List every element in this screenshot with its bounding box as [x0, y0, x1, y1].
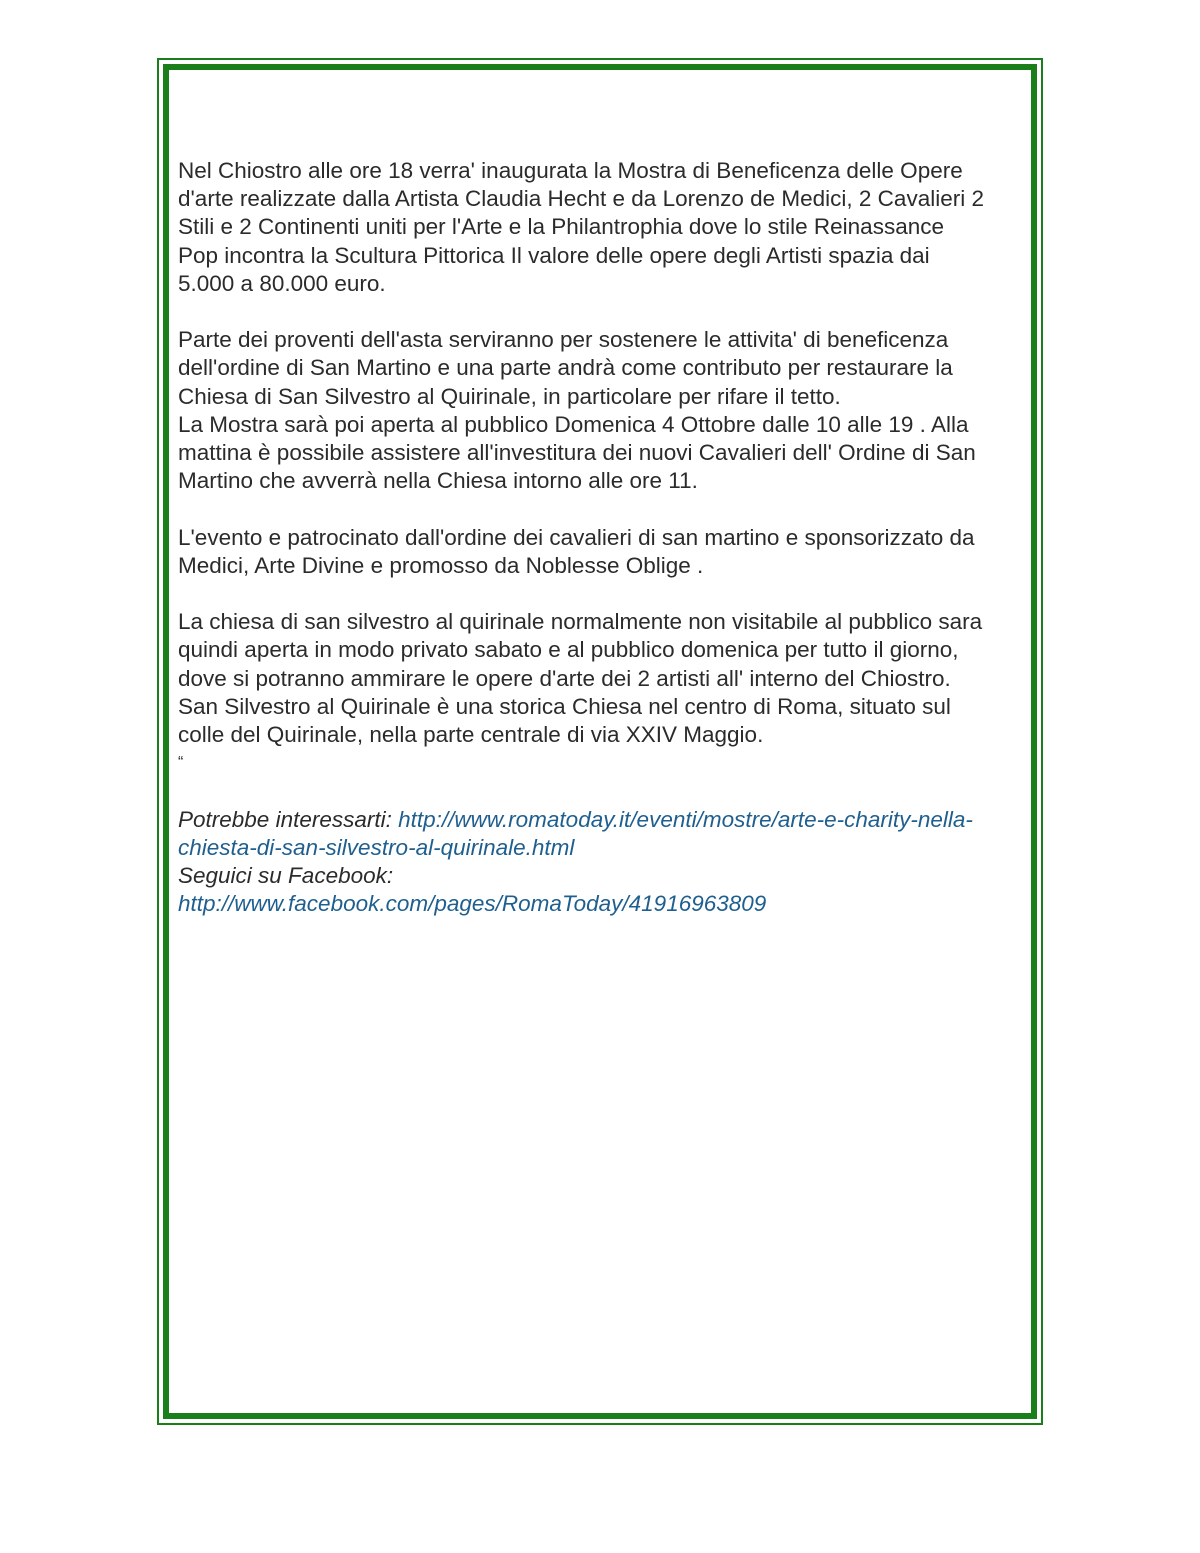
facebook-line: [178, 890, 1028, 918]
paragraph-proceeds: Parte dei proventi dell'asta serviranno per sostenere le attivita' di beneficenza dell'ordine di San Martino e una parte andrà come contributo per restaurare la Chiesa di San Silvestro al Quirinale, in particolare per rifare il tetto. La Mostra sarà poi aperta al pubblico Domenica 4 Ottobre dalle 10 alle 19 . Alla mattina è possibile assistere all'investitura dei nuovi Cavalieri dell' Ordine di San Martino che avverrà nella Chiesa intorno alle ore 11.: [178, 327, 976, 494]
paragraph-church-info: La chiesa di san silvestro al quirinale normalmente non visitabile al pubblico sara quindi aperta in modo privato sabato e al pubblico domenica per tutto il giorno, dove si potranno ammirare le opere d'arte dei 2 artisti all' interno del Chiostro. San Silvestro al Quirinale è una storica Chiesa nel centro di Roma, situato sul colle del Quirinale, nella parte centrale di via XXIV Maggio.: [178, 609, 983, 748]
paragraph-spacer: [178, 580, 1028, 608]
paragraph-spacer: [178, 777, 1028, 805]
romatoday-link-part2[interactable]: chiesta-di-san-silvestro-al-quirinale.html: [178, 834, 575, 860]
interest-label: Potrebbe interessarti:: [178, 806, 399, 832]
paragraph-spacer: [178, 298, 1028, 326]
interest-line-continued: [178, 834, 1028, 862]
document-body: [178, 157, 1028, 918]
facebook-label: Seguici su Facebook:: [178, 863, 394, 888]
interest-line: [178, 806, 1028, 834]
facebook-link[interactable]: http://www.facebook.com/pages/RomaToday/41916963809: [178, 891, 767, 917]
paragraph-exhibition-opening: Nel Chiostro alle ore 18 verra' inaugurata la Mostra di Beneficenza delle Opere d'arte realizzate dalla Artista Claudia Hecht e da Lorenzo de Medici, 2 Cavalieri 2 Stili e 2 Continenti uniti per l'Arte e la Philantrophia dove lo stile Reinassance Pop incontra la Scultura Pittorica Il valore delle opere degli Artisti spazia dai 5.000 a 80.000 euro.: [178, 158, 984, 296]
romatoday-link-part1[interactable]: http://www.romatoday.it/eventi/mostre/arte-e-charity-nella-: [398, 806, 973, 832]
paragraph-sponsorship: L'evento e patrocinato dall'ordine dei cavalieri di san martino e sponsorizzato da Medici, Arte Divine e promosso da Noblesse Oblige .: [178, 524, 975, 578]
quote-mark: “: [178, 754, 184, 772]
paragraph-spacer: [178, 495, 1028, 523]
